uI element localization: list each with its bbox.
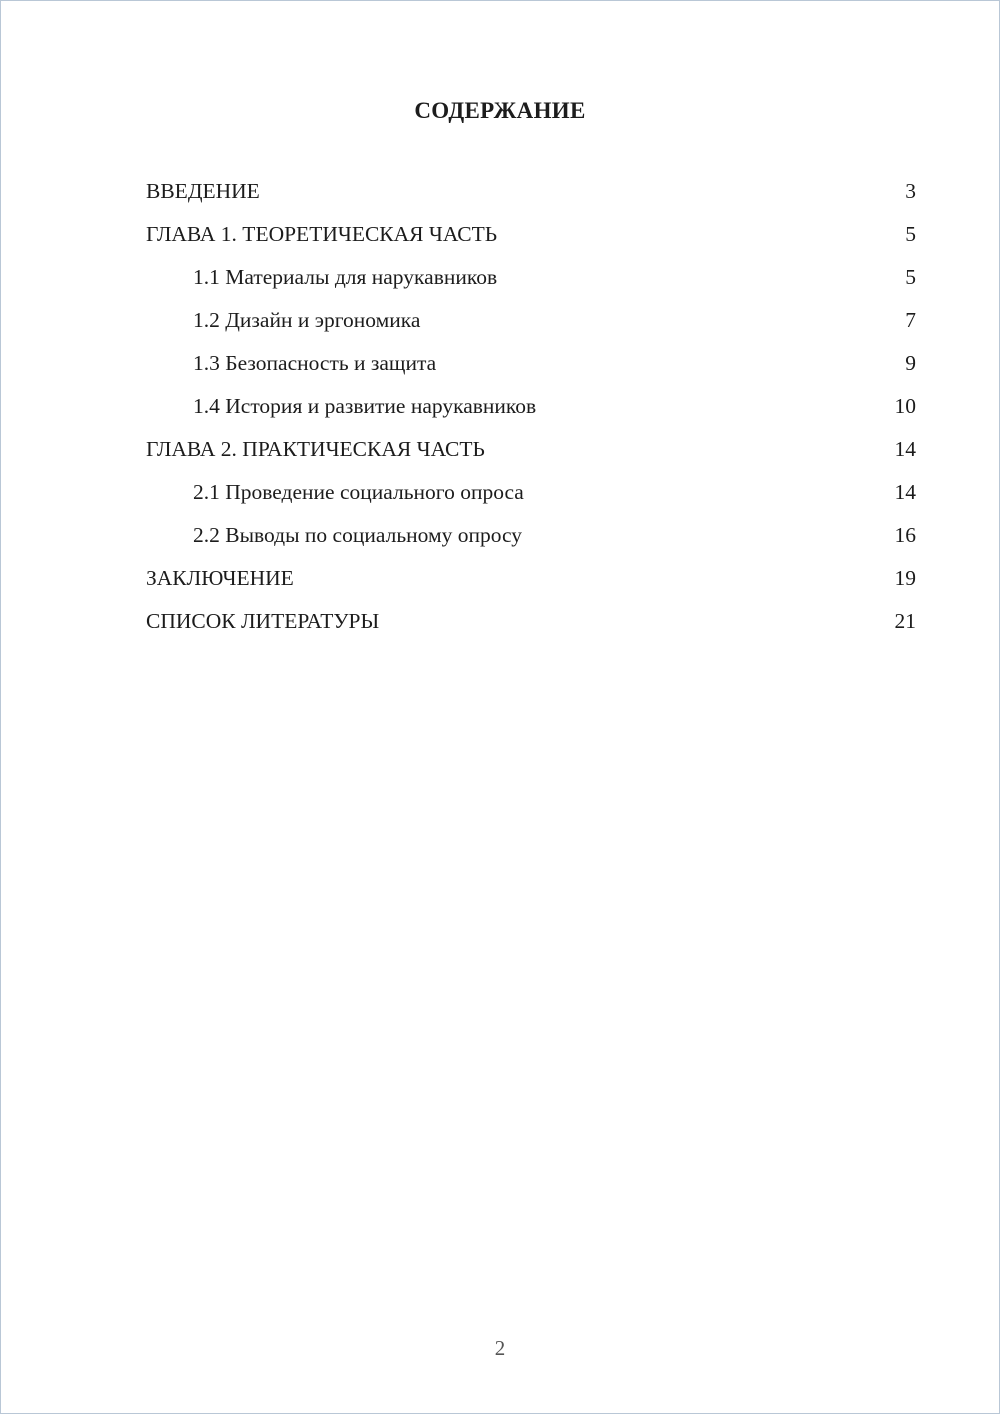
toc-entry <box>146 342 916 385</box>
toc-entry <box>146 213 916 256</box>
toc-entry <box>146 385 916 428</box>
toc-entry-label: 2.1 Проведение социального опроса <box>193 480 524 504</box>
toc-entry-label: 1.3 Безопасность и защита <box>193 351 437 375</box>
toc-entry-label: СПИСОК ЛИТЕРАТУРЫ <box>146 609 380 633</box>
toc-entry-page: 10 <box>894 394 916 418</box>
footer-page-number: 2 <box>494 1336 506 1360</box>
toc-entry <box>146 256 916 299</box>
toc-entry <box>146 471 916 514</box>
toc-entry <box>146 170 916 213</box>
toc-entry <box>146 600 916 643</box>
toc-entry <box>146 514 916 557</box>
toc-entry-label: 1.4 История и развитие нарукавников <box>193 394 537 418</box>
toc-entry-label: 1.1 Материалы для нарукавников <box>193 265 498 289</box>
toc-entry-page: 14 <box>894 437 916 461</box>
toc-entry <box>146 428 916 471</box>
page-title: СОДЕРЖАНИЕ <box>414 98 586 123</box>
toc-entry-page: 3 <box>905 179 916 203</box>
toc-entry-label: 2.2 Выводы по социальному опросу <box>193 523 523 547</box>
toc-entry-page: 19 <box>894 566 916 590</box>
toc-entry-page: 5 <box>905 222 916 246</box>
toc-entry-label: ГЛАВА 1. ТЕОРЕТИЧЕСКАЯ ЧАСТЬ <box>146 222 498 246</box>
toc-entry-label: ГЛАВА 2. ПРАКТИЧЕСКАЯ ЧАСТЬ <box>146 437 485 461</box>
toc-entry <box>146 299 916 342</box>
toc-entry-page: 14 <box>894 480 916 504</box>
toc-entry-page: 16 <box>894 523 916 547</box>
table-of-contents <box>1 170 999 643</box>
toc-entry-page: 21 <box>894 609 916 633</box>
toc-entry-page: 7 <box>905 308 916 332</box>
toc-entry-label: ЗАКЛЮЧЕНИЕ <box>146 566 294 590</box>
toc-entry <box>146 557 916 600</box>
toc-entry-page: 5 <box>905 265 916 289</box>
toc-entry-page: 9 <box>905 351 916 375</box>
toc-entry-label: ВВЕДЕНИЕ <box>146 179 260 203</box>
toc-entry-label: 1.2 Дизайн и эргономика <box>193 308 421 332</box>
